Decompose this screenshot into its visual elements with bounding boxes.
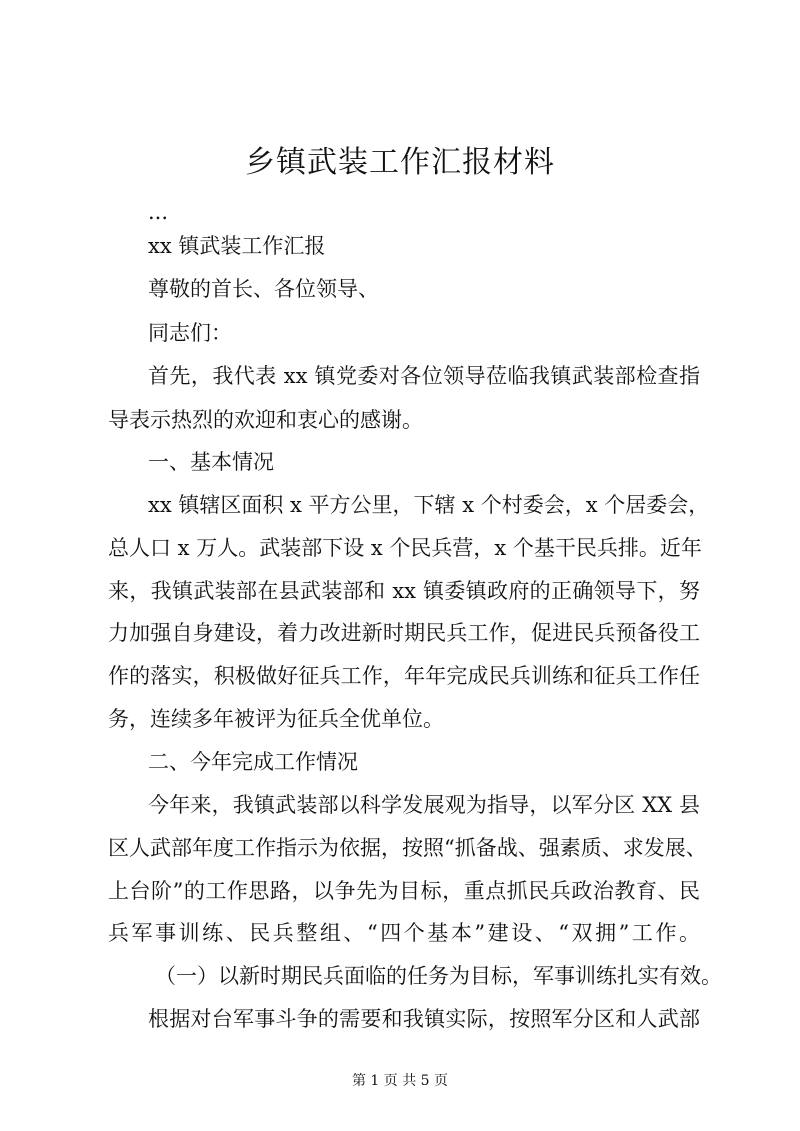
text-line: 尊敬的首长、各位领导、 — [148, 277, 379, 301]
text-line: 总人口 x 万人。武装部下设 x 个民兵营，x 个基干民兵排。近年 — [108, 536, 702, 560]
text-line: ... — [148, 200, 169, 224]
text-line: 来，我镇武装部在县武装部和 xx 镇委镇政府的正确领导下，努 — [108, 579, 700, 603]
text-line: 上台阶”的工作思路，以争先为目标，重点抓民兵政治教育、民 — [108, 879, 700, 903]
page-footer: 第 1 页 共 5 页 — [351, 1073, 449, 1089]
text-line: 作的落实，积极做好征兵工作，年年完成民兵训练和征兵工作任 — [108, 664, 700, 688]
text-line: xx 镇武装工作汇报 — [148, 234, 326, 258]
text-line: 首先，我代表 xx 镇党委对各位领导莅临我镇武装部检查指 — [148, 364, 700, 388]
text-line: 今年来，我镇武装部以科学发展观为指导，以军分区 XX 县 — [148, 793, 700, 817]
text-line: 力加强自身建设，着力改进新时期民兵工作，促进民兵预备役工 — [108, 621, 700, 645]
text-line: xx 镇辖区面积 x 平方公里，下辖 x 个村委会，x 个居委会， — [148, 493, 710, 517]
text-line: 同志们： — [148, 321, 232, 345]
text-line: 一、基本情况 — [148, 450, 274, 474]
text-line: 兵军事训练、民兵整组、“四个基本”建设、“双拥”工作。 — [108, 921, 700, 945]
document-title: 乡镇武装工作汇报材料 — [245, 145, 555, 180]
text-line: 导表示热烈的欢迎和衷心的感谢。 — [108, 408, 423, 432]
text-line: 区人武部年度工作指示为依据，按照“抓备战、强素质、求发展、 — [108, 836, 707, 860]
text-line: 根据对台军事斗争的需要和我镇实际，按照军分区和人武部 — [148, 1007, 700, 1031]
text-line: 务，连续多年被评为征兵全优单位。 — [108, 707, 444, 731]
text-line: （一）以新时期民兵面临的任务为目标，军事训练扎实有效。 — [155, 964, 722, 988]
text-line: 二、今年完成工作情况 — [148, 750, 358, 774]
